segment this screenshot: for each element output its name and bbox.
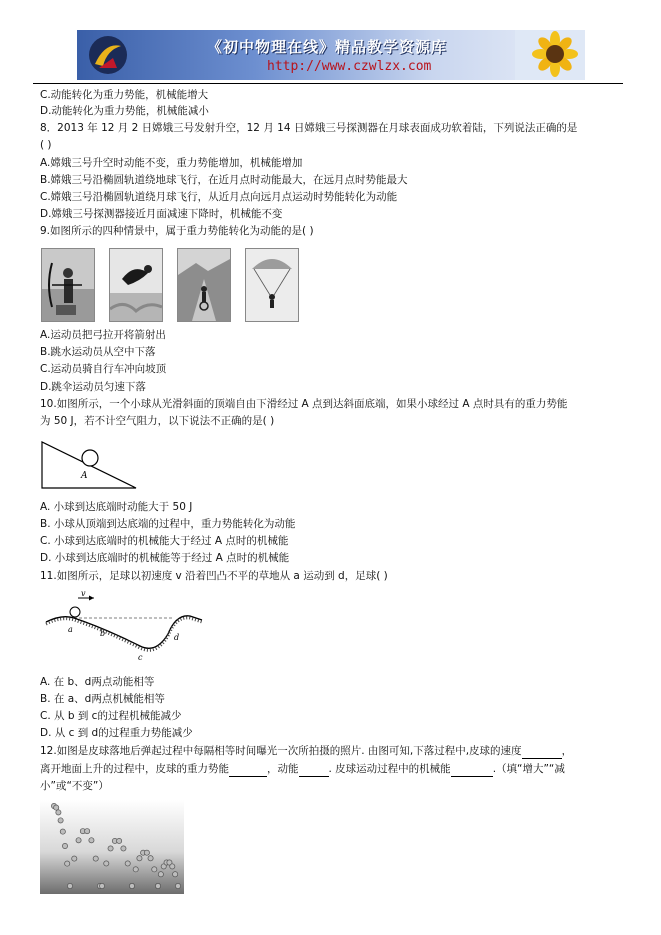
q9-option-a: A.运动员把弓拉开将箭射出	[40, 329, 166, 341]
q11-option-c: C. 从 b 到 c的过程机械能减少	[40, 710, 182, 722]
parachutist-photo	[245, 248, 299, 322]
q8-option-c: C.嫦娥三号沿椭圆轨道绕月球飞行，从近月点向远月点运动时势能转化为动能	[40, 191, 398, 203]
ball-exposure-dot	[152, 867, 157, 872]
q9-option-c: C.运动员骑自行车冲向坡顶	[40, 363, 167, 375]
point-a-label: a	[68, 625, 73, 634]
ball-exposure-dot	[144, 850, 149, 855]
archer-photo	[41, 248, 95, 322]
ball-exposure-dot	[62, 843, 67, 848]
point-b-label: b	[100, 629, 106, 638]
header-banner	[77, 30, 585, 80]
ball-exposure-dot	[54, 805, 59, 810]
incline-diagram	[40, 436, 140, 490]
ball-exposure-dot	[129, 883, 134, 888]
ball-exposure-dot	[60, 829, 65, 834]
q12-blank-mechanical[interactable]	[451, 762, 493, 777]
q11-option-a: A. 在 b、d两点动能相等	[40, 676, 155, 688]
football	[70, 607, 80, 617]
q7-option-c: C.动能转化为重力势能，机械能增大	[40, 89, 209, 101]
ball-exposure-dot	[158, 872, 163, 877]
ball-exposure-dot	[99, 883, 104, 888]
q12-blank-speed[interactable]	[522, 744, 562, 759]
ball-exposure-dot	[67, 883, 72, 888]
ball-exposure-dot	[148, 856, 153, 861]
q9-option-d: D.跳伞运动员匀速下落	[40, 381, 146, 393]
ball-exposure-dot	[89, 838, 94, 843]
ball-exposure-dot	[76, 838, 81, 843]
ball-exposure-dot	[58, 818, 63, 823]
q12-stem-line2: 离开地面上升的过程中，皮球的重力势能 ，动能 . 皮球运动过程中的机械能 .（填“增大”“减	[40, 763, 565, 775]
ball-exposure-dot	[121, 846, 126, 851]
q8-stem: 8．2013 年 12 月 2 日嫦娥三号发射升空，12 月 14 日嫦娥三号探测器在月球表面成功软着陆，下列说法正确的是	[40, 122, 578, 134]
ball-exposure-dot	[108, 846, 113, 851]
point-a-label: A	[81, 471, 88, 481]
banner-url[interactable]: http://www.czwlzx.com	[267, 59, 432, 74]
q8-option-b: B.嫦娥三号沿椭圆轨道绕地球飞行，在近月点时动能最大，在远月点时势能最大	[40, 174, 408, 186]
q11-option-d: D. 从 c 到 d的过程重力势能减少	[40, 727, 193, 739]
ball-exposure-dot	[175, 883, 180, 888]
bouncing-ball-photo	[40, 800, 184, 894]
q10-stem-continued: 为 50 J，若不计空气阻力，以下说法不正确的是( )	[40, 415, 275, 427]
q8-paren: ( )	[40, 139, 52, 151]
q10-option-c: C. 小球到达底端时的机械能大于经过 A 点时的机械能	[40, 535, 289, 547]
q10-option-d: D. 小球到达底端时的机械能等于经过 A 点时的机械能	[40, 552, 290, 564]
diver-photo	[109, 248, 163, 322]
ball-exposure-dot	[56, 810, 61, 815]
bouncing-ball-icon	[40, 800, 184, 894]
cyclist-photo	[177, 248, 231, 322]
q9-option-b: B.跳水运动员从空中下落	[40, 346, 156, 358]
ball-exposure-dot	[72, 856, 77, 861]
q11-option-b: B. 在 a、d两点机械能相等	[40, 693, 165, 705]
ball-exposure-dot	[65, 861, 70, 866]
header-rule	[33, 83, 623, 84]
ball-exposure-dot	[93, 856, 98, 861]
ball-exposure-dot	[104, 861, 109, 866]
ball-exposure-dot	[170, 864, 175, 869]
sunflower-icon	[515, 30, 585, 80]
q10-option-b: B. 小球从顶端到达底端的过程中，重力势能转化为动能	[40, 518, 296, 530]
cyclist-icon	[178, 249, 230, 321]
q11-stem: 11.如图所示，足球以初速度 v 沿着凹凸不平的草地从 a 运动到 d，足球( )	[40, 570, 388, 582]
ball-exposure-dot	[155, 883, 160, 888]
parachute-icon	[246, 249, 298, 321]
q10-option-a: A. 小球到达底端时动能大于 50 J	[40, 501, 193, 513]
ball-exposure-dot	[85, 829, 90, 834]
ball	[82, 450, 98, 466]
ball-exposure-dot	[125, 861, 130, 866]
banner-title: 《初中物理在线》精品教学资源库	[207, 38, 448, 56]
q9-stem: 9.如图所示的四种情景中，属于重力势能转化为动能的是( )	[40, 225, 314, 237]
archer-icon	[42, 249, 94, 321]
point-c-label: c	[138, 653, 143, 662]
point-d-label: d	[174, 633, 180, 642]
ball-exposure-dot	[137, 856, 142, 861]
velocity-label: v	[81, 589, 86, 598]
q8-option-a: A.嫦娥三号升空时动能不变，重力势能增加，机械能增加	[40, 157, 303, 169]
site-logo-icon	[87, 34, 129, 76]
q12-blank-potential[interactable]	[229, 762, 267, 777]
q7-option-d: D.动能转化为重力势能，机械能减小	[40, 105, 209, 117]
grass-track-diagram	[44, 589, 204, 662]
diver-icon	[110, 249, 162, 321]
q12-stem-line1: 12.如图是皮球落地后弹起过程中每隔相等时间曝光一次所拍摄的照片. 由图可知,下落过程中,皮球的速度 ，	[40, 745, 573, 757]
ball-exposure-dot	[133, 867, 138, 872]
ball-exposure-dot	[173, 872, 178, 877]
q8-option-d: D.嫦娥三号探测器接近月面减速下降时，机械能不变	[40, 208, 283, 220]
q10-stem: 10.如图所示，一个小球从光滑斜面的顶端自由下滑经过 A 点到达斜面底端，如果小球经过 A 点时具有的重力势能	[40, 398, 568, 410]
q12-stem-line3: 小”或“不变”）	[40, 780, 109, 792]
ball-exposure-dot	[117, 838, 122, 843]
q12-blank-kinetic[interactable]	[299, 762, 329, 777]
